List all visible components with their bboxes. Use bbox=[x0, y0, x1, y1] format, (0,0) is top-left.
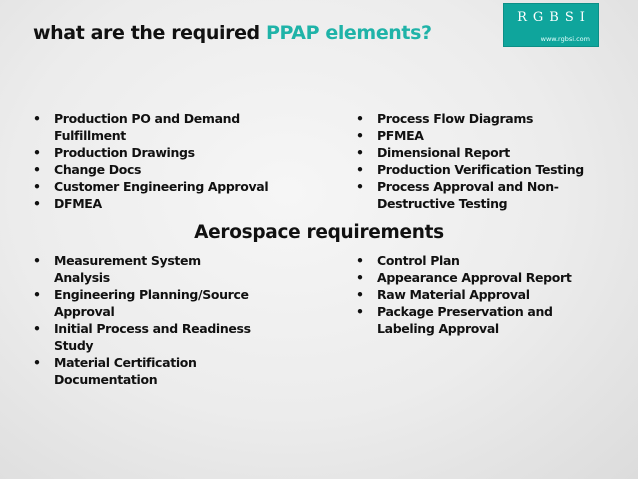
list-item: • Production Verification Testing bbox=[353, 161, 593, 178]
list-item: • Production PO and Demand Fulfillment bbox=[30, 110, 280, 144]
logo-website: www.rgbsi.com bbox=[540, 35, 590, 43]
aerospace-heading: Aerospace requirements bbox=[194, 222, 444, 243]
list-item: • Control Plan bbox=[353, 252, 588, 269]
list-item: • Process Approval and Non-Destructive Testing bbox=[353, 178, 593, 212]
list-item: • Package Preservation and Labeling Approval bbox=[353, 303, 588, 337]
list-item: • Customer Engineering Approval bbox=[30, 178, 280, 195]
logo-letters: RGBSI bbox=[517, 10, 591, 25]
title-accent: PPAP elements? bbox=[265, 22, 432, 44]
list-item: • Initial Process and Readiness Study bbox=[30, 320, 260, 354]
list-item: • Measurement System Analysis bbox=[30, 252, 260, 286]
ppap-list-left bbox=[30, 110, 280, 212]
slide-title bbox=[33, 22, 432, 44]
list-item: • Engineering Planning/Source Approval bbox=[30, 286, 260, 320]
aerospace-list-left bbox=[30, 252, 260, 388]
aerospace-list-right bbox=[353, 252, 588, 337]
list-item: • Change Docs bbox=[30, 161, 280, 178]
rgbsi-logo bbox=[503, 3, 599, 47]
ppap-list-right bbox=[353, 110, 593, 212]
list-item: • PFMEA bbox=[353, 127, 593, 144]
list-item: • DFMEA bbox=[30, 195, 280, 212]
title-prefix: what are the required bbox=[33, 22, 260, 44]
list-item: • Dimensional Report bbox=[353, 144, 593, 161]
list-item: • Appearance Approval Report bbox=[353, 269, 588, 286]
list-item: • Material Certification Documentation bbox=[30, 354, 260, 388]
list-item: • Raw Material Approval bbox=[353, 286, 588, 303]
list-item: • Production Drawings bbox=[30, 144, 280, 161]
list-item: • Process Flow Diagrams bbox=[353, 110, 593, 127]
